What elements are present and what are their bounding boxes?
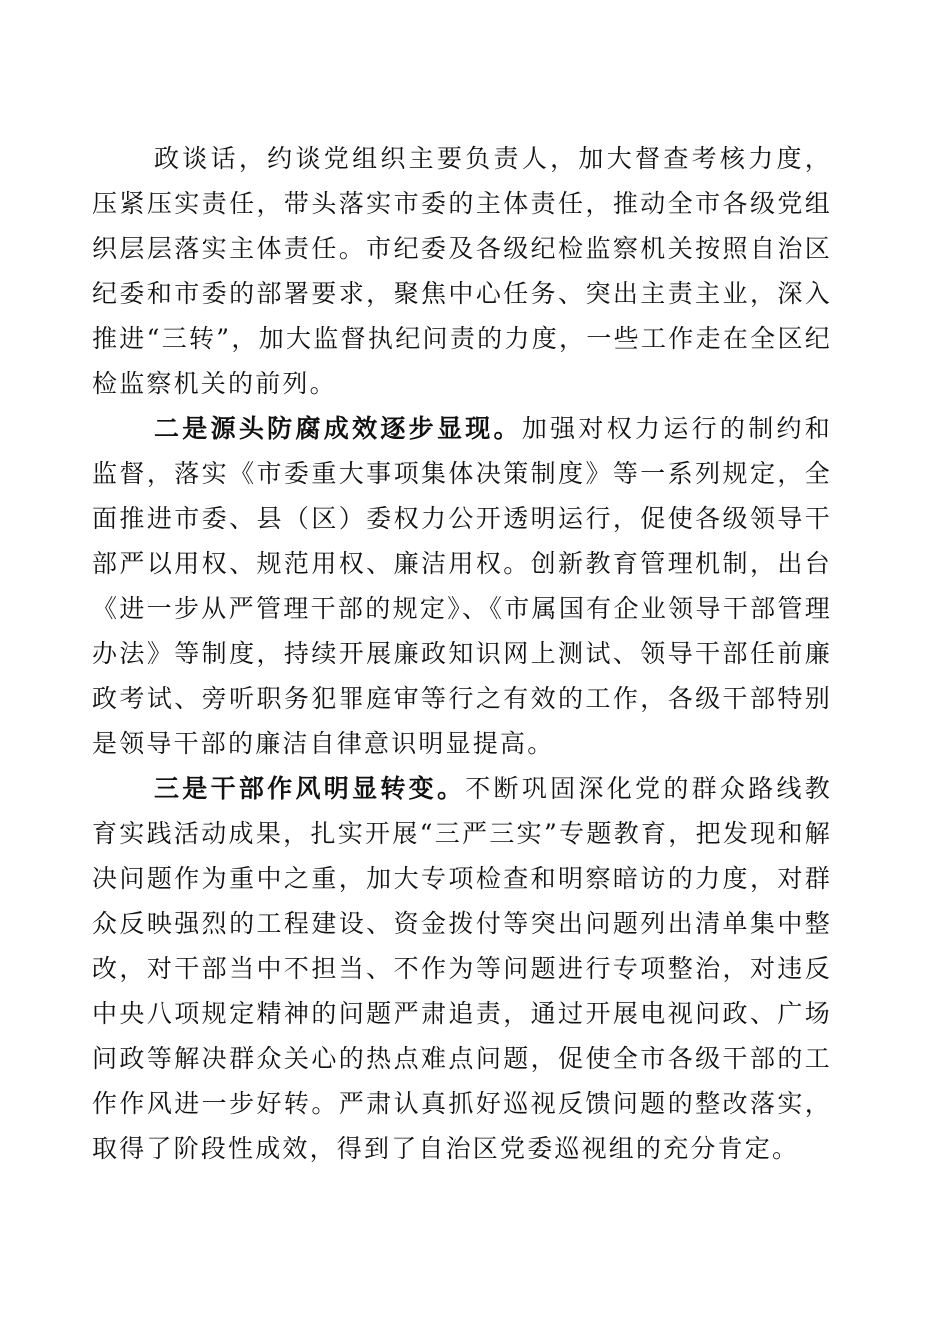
paragraph-3-text: 不断巩固深化党的群众路线教育实践活动成果，扎实开展“三严三实”专题教育，把发现和解决问题作为重中之重，加大专项检查和明察暗访的力度，对群众反映强烈的工程建设、资金拨付等突出问题列出清单集中整改，对干部当中不担当、不作为等问题进行专项整治，对违反中央八项规定精神的问题严肃追责，通过开展电视问政、广场问政等解决群众关心的热点难点问题，促使全市各级干部的工作作风进一步好转。严肃认真抓好巡视反馈问题的整改落实，取得了阶段性成效，得到了自治区党委巡视组的充分肯定。 (92, 774, 832, 1163)
paragraph-3-lead: 三是干部作风明显转变。 (154, 774, 466, 803)
paragraph-2 (92, 406, 832, 766)
paragraph-2-lead: 二是源头防腐成效逐步显现。 (154, 414, 522, 443)
paragraph-2-text: 加强对权力运行的制约和监督，落实《市委重大事项集体决策制度》等一系列规定，全面推进市委、县（区）委权力公开透明运行，促使各级领导干部严以用权、规范用权、廉洁用权。创新教育管理机制，出台《进一步从严管理干部的规定》、《市属国有企业领导干部管理办法》等制度，持续开展廉政知识网上测试、领导干部任前廉政考试、旁听职务犯罪庭审等行之有效的工作，各级干部特别是领导干部的廉洁自律意识明显提高。 (92, 414, 832, 758)
document-body (92, 136, 832, 1171)
paragraph-1 (92, 136, 832, 406)
paragraph-1-text: 政谈话，约谈党组织主要负责人，加大督查考核力度，压紧压实责任，带头落实市委的主体责任，推动全市各级党组织层层落实主体责任。市纪委及各级纪检监察机关按照自治区纪委和市委的部署要求，聚焦中心任务、突出主责主业，深入推进“三转”，加大监督执纪问责的力度，一些工作走在全区纪检监察机关的前列。 (92, 144, 832, 398)
paragraph-3 (92, 766, 832, 1171)
